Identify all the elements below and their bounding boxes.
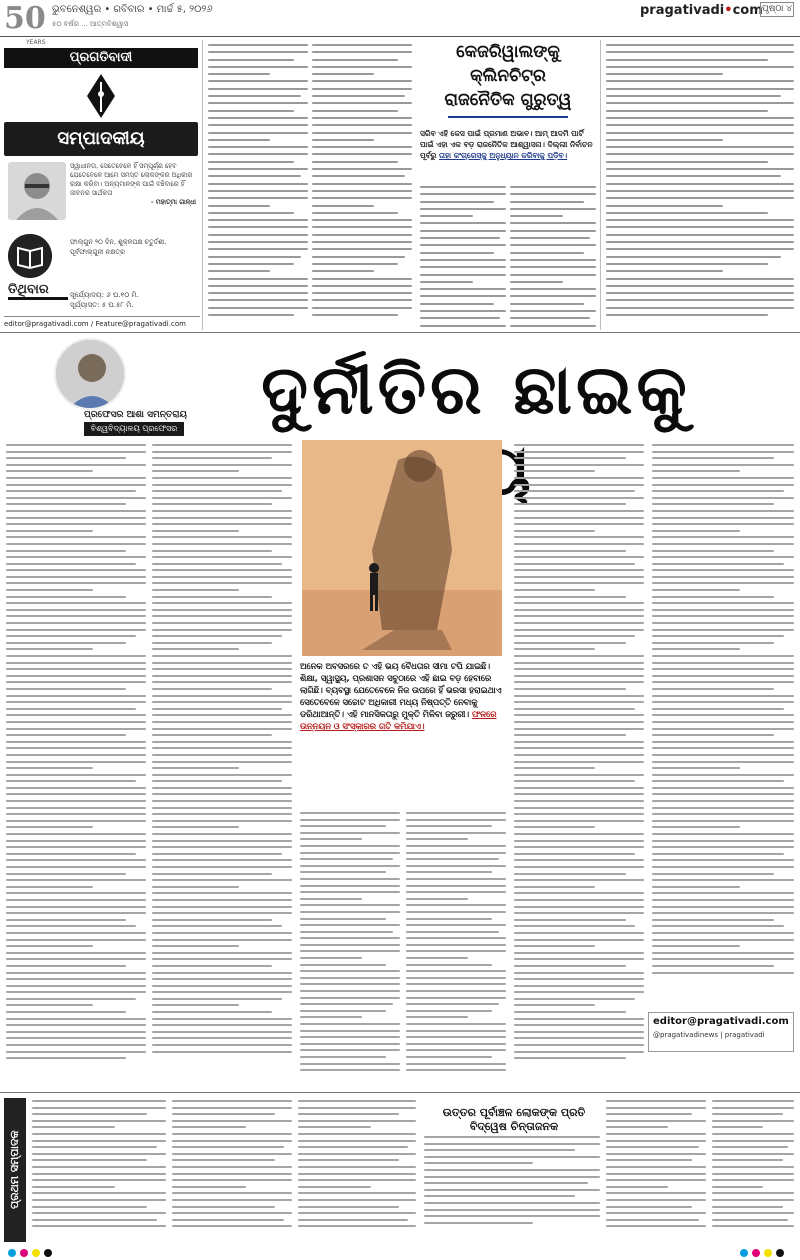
pull-quote: ଅନେକ ଅବସରରେ ତ ଏହି ଭୟ ବୈଧତାର ସୀମା ଟପି ଯାଇଛି। ଶିକ୍ଷା, ସ୍ୱାସ୍ଥ୍ୟ, ପ୍ରଶାସନ ସବୁଠାରେ ଏହି ଛାଇ ବଡ଼ ହେବାରେ ଲାଗିଛି। ବ୍ୟବସ୍ଥା ଯେତେବେଳେ ନିଜ ଉପରେ ହିଁ ଭରସା ହରାଇଥାଏ ସେତେବେଳେ ସଚ୍ଚୋଟ ଅଧିକାରୀ ମଧ୍ୟ ନିଷ୍ପତ୍ତି ନେବାକୁ ଡରିଥାଆନ୍ତି। ଏହି ମାନସିକତାରୁ ମୁକ୍ତି ମିଳିବା ଜରୁରୀ। ଫଳରେ ଉନ୍ନୟନ ଓ ସଂସ୍କାରର ଗତି କମିଯାଏ। bbox=[300, 661, 502, 731]
bottom-col-2 bbox=[172, 1100, 292, 1232]
bottom-col-1 bbox=[32, 1100, 166, 1232]
contact-email[interactable]: editor@pragativadi.com bbox=[653, 1016, 789, 1027]
section-title: ସମ୍ପାଦକୀୟ bbox=[4, 122, 198, 156]
top-col-1 bbox=[208, 44, 308, 321]
main-col-6 bbox=[652, 444, 794, 978]
author-role: ବିଶ୍ୱବିଦ୍ୟାଳୟ ପ୍ରଫେସର bbox=[84, 422, 184, 436]
dateline: ଭୁବନେଶ୍ୱର • ରବିବାର • ମାର୍ଚ୍ଚ ୫, ୨୦୨୬ bbox=[52, 4, 213, 15]
tagline: ୫୦ ବର୍ଷର ... ଆତ୍ମବିଶ୍ୱାସ bbox=[52, 20, 129, 28]
shadow-illustration bbox=[302, 440, 502, 656]
calendar-info: ଫାଲ୍‌ଗୁନ ୨୦ ଦିନ, ଶୁକ୍ଳପକ୍ଷ ଚତୁର୍ଦ୍ଦଶୀ, ପୂର୍ବଫାଲ୍‌ଗୁନୀ ନକ୍ଷତ୍ର bbox=[70, 238, 167, 256]
bottom-section-label: ପ୍ରଥମ ସମ୍ପାଦକ bbox=[4, 1098, 26, 1242]
pen-nib-icon bbox=[75, 72, 127, 120]
main-headline: ଦୁର୍ନୀତିର ଛାଇକୁ bbox=[261, 350, 691, 430]
top-col-3 bbox=[420, 186, 506, 332]
bottom-headline: ଉତ୍ତର ପୂର୍ବାଞ୍ଚଳ ଲୋକଙ୍କ ପ୍ରତି ବିଦ୍ୱେଷ ଚିନ୍ତାଜନକ bbox=[442, 1106, 586, 1133]
anniversary-logo: 50 YEARS bbox=[4, 1, 46, 46]
main-col-2 bbox=[152, 444, 292, 1057]
author-name: ପ୍ରଫେସର ଆଶା ସମନ୍ତରାୟ bbox=[84, 410, 187, 420]
bottom-col-5 bbox=[606, 1100, 706, 1232]
main-col-5 bbox=[514, 444, 644, 1064]
gandhi-portrait bbox=[8, 162, 66, 220]
main-col-1 bbox=[6, 444, 146, 1064]
contact-box bbox=[648, 1012, 794, 1052]
book-icon bbox=[8, 234, 52, 278]
sun-times: ସୂର୍ଯ୍ୟୋଦୟ: ୬ ଘ.୧୦ ମି. ସୂର୍ଯ୍ୟାସ୍ତ: ୫ ଘ.୫୮ ମି. bbox=[70, 291, 139, 309]
main-col-4 bbox=[406, 812, 506, 1076]
top-col-2 bbox=[312, 44, 412, 321]
author-photo bbox=[54, 338, 126, 410]
bottom-col-4 bbox=[424, 1136, 600, 1228]
brand-bar: ପ୍ରଗତିବାଦୀ bbox=[4, 48, 198, 68]
bottom-col-6 bbox=[712, 1100, 794, 1232]
quote: ସ୍ୱାଧୀନତା, ସେତେବେଳେ ହିଁ ସମ୍ପୂର୍ଣ୍ଣ ହେବ ଯେତେବେଳେ ଆମେ ସମସ୍ତ ଲୋକଙ୍କର ଅଧିକାର ରକ୍ଷା କରିବା। ଅନ୍ୟମାନଙ୍କ ପାଇଁ ବଞ୍ଚିବାରେ ହିଁ ଜୀବନର ସାର୍ଥକତା - ମହାତ୍ମା ଗାନ୍ଧୀ bbox=[70, 162, 196, 206]
color-registration-bar bbox=[0, 1246, 800, 1260]
top-article-kicker: ସରିବ ଏହି କେସ ପାଇଁ ପ୍ରମାଣ ଅଭାବ। ଆମ୍‌ ଆଦମି ପାର୍ଟି ପାଇଁ ଏହା ଏକ ବଡ଼ ରାଜନୈତିକ ଆଶ୍ୱାସନା। ଦିଲ୍ଲୀ ନିର୍ବାଚନ ପୂର୍ବରୁ ତାହା କଂଗ୍ରେସ୍‌କୁ ଅନୁଧ୍ୟାନ କରିବାକୁ ପଡ଼ିବ। bbox=[420, 129, 593, 160]
page-number: ପୃଷ୍ଠା ୪ bbox=[760, 2, 794, 17]
contact-social[interactable]: @pragativadinews | pragativadi bbox=[653, 1031, 765, 1039]
top-article-headline: କେଜରିୱାଲଙ୍କୁ କ୍ଲିନଚିଟ୍‌ର ରାଜନୈତିକ ଗୁରୁତ୍ୱ bbox=[420, 40, 596, 120]
site-name[interactable]: pragativadi•com bbox=[640, 3, 763, 18]
top-col-4 bbox=[510, 186, 596, 332]
day-title: ତିଥିବାର bbox=[8, 282, 68, 300]
bottom-col-3 bbox=[298, 1100, 416, 1232]
editorial-email[interactable]: editor@pragativadi.com / Feature@pragativadi.com bbox=[4, 316, 200, 328]
top-col-5 bbox=[606, 44, 794, 321]
main-col-3 bbox=[300, 812, 400, 1076]
